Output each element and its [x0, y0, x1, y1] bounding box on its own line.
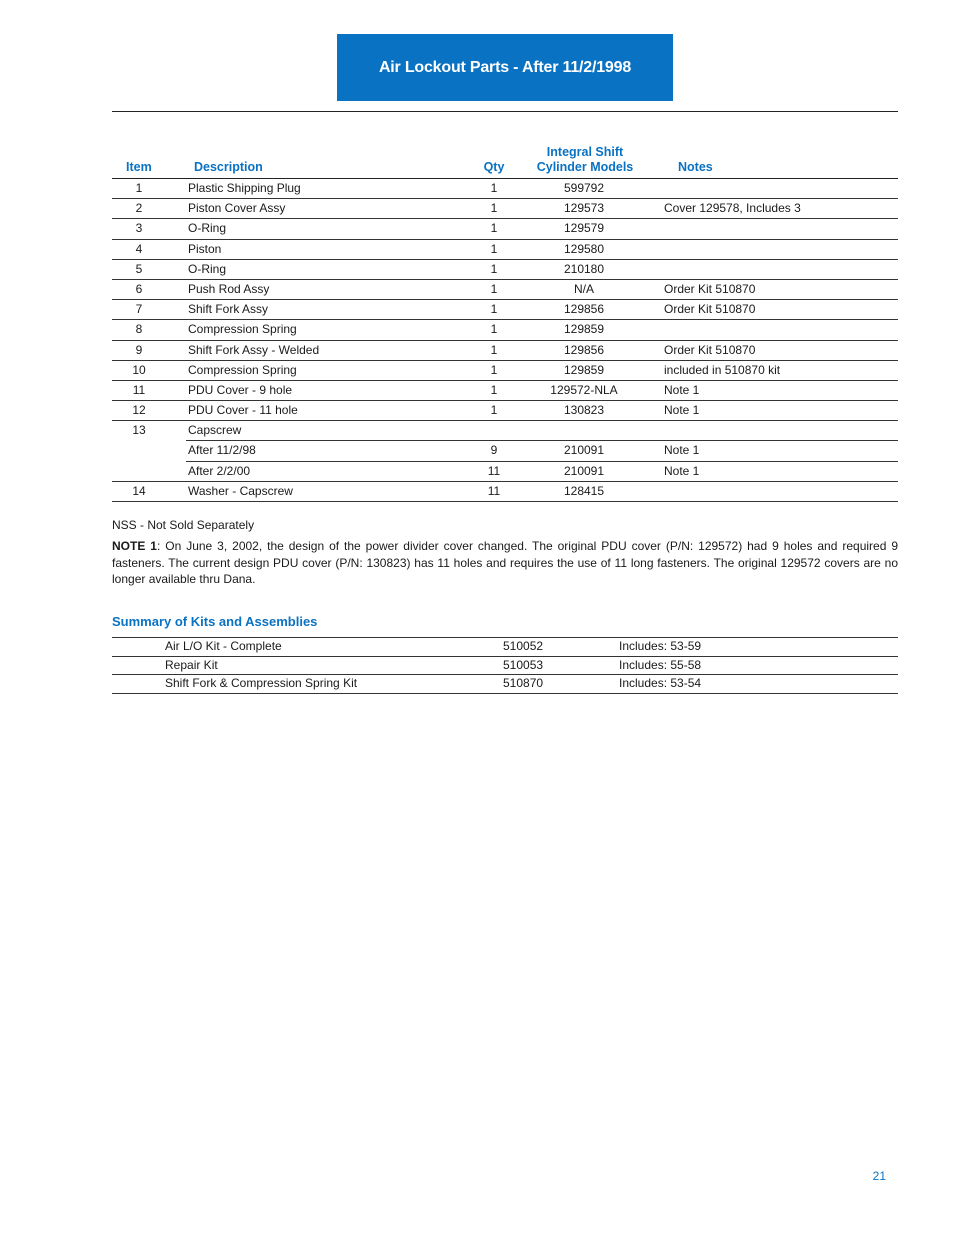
cell-qty: 1 [490, 201, 498, 216]
cell-description: O-Ring [188, 221, 227, 236]
table-row [112, 320, 898, 340]
summary-row [112, 675, 898, 694]
summary-row [112, 657, 898, 676]
table-row [112, 421, 898, 441]
cell-description: Compression Spring [188, 362, 297, 377]
cell-model: 210091 [563, 443, 605, 458]
cell-item: 14 [132, 483, 146, 498]
cell-description: Push Rod Assy [188, 281, 270, 296]
table-row [112, 341, 898, 361]
cell-qty: 1 [490, 261, 498, 276]
cell-model: 210180 [563, 261, 605, 276]
table-row [112, 482, 898, 502]
cell-description: Washer - Capscrew [188, 483, 293, 498]
summary-cell-includes: Includes: 53-59 [619, 639, 702, 653]
cell-item: 11 [132, 382, 146, 397]
note-1 [112, 538, 898, 588]
cell-model: 129572-NLA [550, 382, 618, 397]
cell-description: O-Ring [188, 261, 227, 276]
summary-title: Summary of Kits and Assemblies [112, 614, 318, 629]
cell-model: 130823 [563, 403, 605, 418]
cell-qty: 1 [490, 241, 498, 256]
table-row [112, 441, 898, 461]
cell-item: 6 [135, 281, 143, 296]
page-title-banner [337, 34, 673, 101]
summary-row [112, 638, 898, 657]
summary-cell-includes: Includes: 53-54 [619, 676, 702, 690]
header-item: Item [126, 160, 152, 174]
note-1-label: NOTE 1 [112, 539, 157, 553]
cell-qty: 1 [490, 403, 498, 418]
cell-item: 4 [135, 241, 143, 256]
cell-qty: 11 [487, 483, 501, 498]
cell-item: 7 [135, 302, 143, 317]
cell-notes: Order Kit 510870 [664, 302, 756, 317]
cell-notes: Note 1 [664, 463, 700, 478]
cell-description: PDU Cover - 9 hole [188, 382, 293, 397]
note-1-text: : On June 3, 2002, the design of the power divider cover changed. The original PDU cover (P/N: 129572) had 9 holes and required 9 fasteners. The current design PDU cover (P/N: 130823) has 11 holes and requires the use of 11 long fasteners. The original 129572 covers are no longer available thru Dana. [112, 539, 898, 586]
cell-qty: 1 [490, 302, 498, 317]
cell-notes: Note 1 [664, 443, 700, 458]
cell-model: 128415 [563, 483, 605, 498]
summary-cell-part: 510870 [503, 676, 544, 690]
page-title: Air Lockout Parts - After 11/2/1998 [378, 58, 632, 76]
cell-description: Shift Fork Assy [188, 302, 269, 317]
header-description: Description [194, 160, 263, 174]
cell-item: 10 [132, 362, 146, 377]
cell-model: 129856 [563, 302, 605, 317]
table-row [112, 219, 898, 239]
parts-table [112, 142, 898, 502]
cell-model: 599792 [563, 181, 605, 195]
table-row [112, 240, 898, 260]
header-qty: Qty [483, 160, 505, 174]
cell-qty: 11 [487, 463, 501, 478]
cell-description: After 11/2/98 [188, 443, 256, 458]
cell-item: 5 [135, 261, 143, 276]
cell-notes: included in 510870 kit [664, 362, 781, 377]
table-row [112, 300, 898, 320]
cell-item: 8 [135, 322, 143, 337]
table-row [112, 179, 898, 199]
page-number: 21 [872, 1169, 886, 1183]
table-row [112, 199, 898, 219]
cell-description: Shift Fork Assy - Welded [188, 342, 320, 357]
cell-qty: 1 [490, 181, 498, 195]
cell-model: N/A [573, 281, 594, 296]
cell-notes: Order Kit 510870 [664, 281, 756, 296]
summary-table [112, 637, 898, 694]
summary-cell-description: Shift Fork & Compression Spring Kit [165, 676, 358, 690]
cell-description: Capscrew [188, 423, 242, 438]
cell-notes: Note 1 [664, 382, 700, 397]
cell-model: 129580 [563, 241, 605, 256]
parts-table-header [112, 142, 898, 179]
cell-model: 129573 [563, 201, 605, 216]
cell-qty: 9 [490, 443, 498, 458]
table-row [112, 381, 898, 401]
cell-item: 3 [135, 221, 143, 236]
cell-qty: 1 [490, 281, 498, 296]
cell-model: 129859 [563, 362, 605, 377]
nss-legend: NSS - Not Sold Separately [112, 518, 255, 532]
cell-model: 129579 [563, 221, 605, 236]
table-row [112, 280, 898, 300]
table-row [112, 462, 898, 482]
cell-notes: Cover 129578, Includes 3 [664, 201, 801, 216]
top-divider [112, 111, 898, 112]
summary-cell-description: Repair Kit [165, 657, 218, 672]
cell-description: After 2/2/00 [188, 463, 251, 478]
cell-qty: 1 [490, 221, 498, 236]
cell-item: 1 [135, 181, 143, 195]
cell-description: Plastic Shipping Plug [188, 181, 301, 195]
cell-notes: Order Kit 510870 [664, 342, 756, 357]
header-notes: Notes [678, 160, 713, 174]
header-models-line1: Integral Shift [546, 145, 624, 159]
cell-qty: 1 [490, 362, 498, 377]
summary-cell-description: Air L/O Kit - Complete [165, 639, 282, 653]
cell-description: PDU Cover - 11 hole [188, 403, 298, 418]
header-models [530, 145, 640, 175]
cell-description: Piston [188, 241, 222, 256]
parts-table-body [112, 179, 898, 502]
cell-item: 9 [135, 342, 143, 357]
cell-description: Compression Spring [188, 322, 297, 337]
cell-qty: 1 [490, 322, 498, 337]
cell-item: 12 [132, 403, 146, 418]
summary-cell-part: 510053 [503, 657, 544, 672]
cell-model: 129856 [563, 342, 605, 357]
cell-description: Piston Cover Assy [188, 201, 286, 216]
table-row [112, 260, 898, 280]
table-row [112, 361, 898, 381]
summary-cell-includes: Includes: 55-58 [619, 657, 702, 672]
cell-item: 2 [135, 201, 143, 216]
cell-item: 13 [132, 423, 146, 438]
cell-model: 129859 [563, 322, 605, 337]
header-models-line2: Cylinder Models [536, 160, 634, 174]
cell-qty: 1 [490, 342, 498, 357]
cell-qty: 1 [490, 382, 498, 397]
cell-model: 210091 [563, 463, 605, 478]
table-row [112, 401, 898, 421]
summary-cell-part: 510052 [503, 639, 544, 653]
cell-notes: Note 1 [664, 403, 700, 418]
